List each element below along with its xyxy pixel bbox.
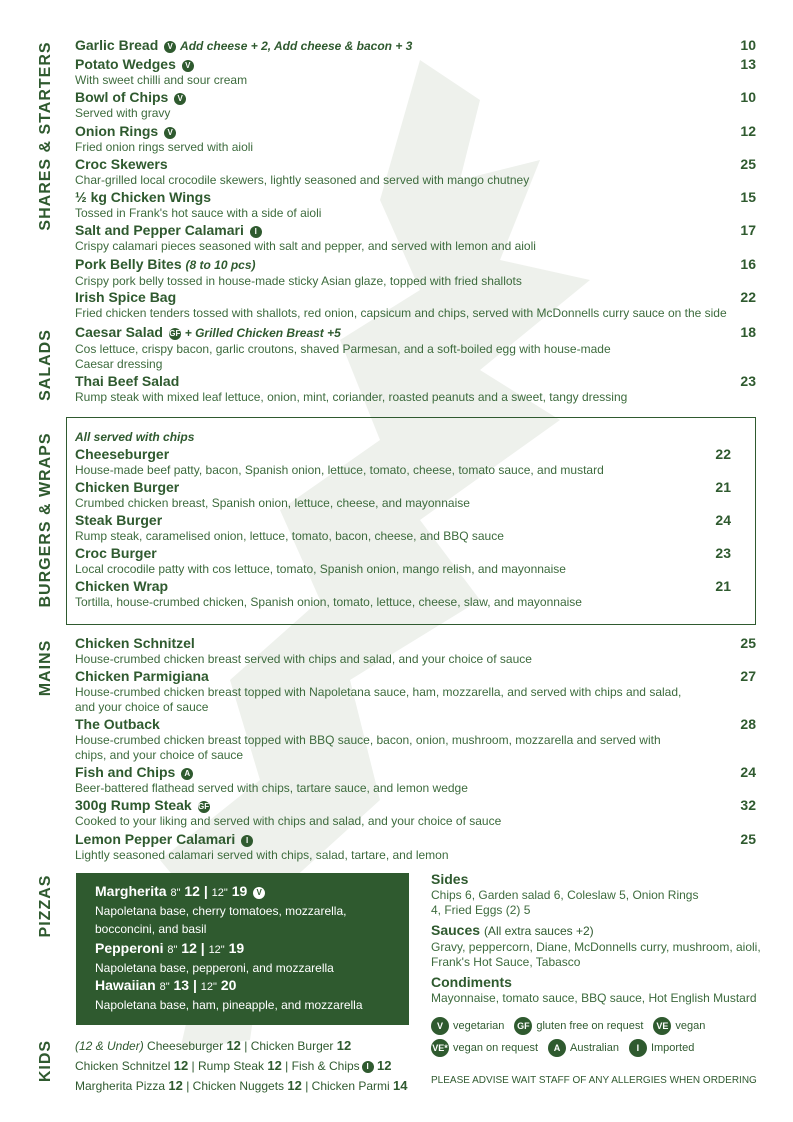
item-description: Cos lettuce, crispy bacon, garlic croutons, shaved Parmesan, and a soft-boiled egg with house-made Caesar dressing xyxy=(75,342,611,371)
item-description: Char-grilled local crocodile skewers, lightly seasoned and served with mango chutney xyxy=(75,173,530,187)
sides-text: Chips 6, Garden salad 6, Coleslaw 5, Onion Rings 4, Fried Eggs (2) 5 xyxy=(431,888,699,917)
item-description: Rump steak with mixed leaf lettuce, onion, mint, coriander, roasted peanuts and a sweet, tangy dressing xyxy=(75,390,628,404)
item-description: Cooked to your liking and served with chips and salad, and your choice of sauce xyxy=(75,814,502,828)
shares-item xyxy=(75,123,756,155)
pizza-price-small: 13 xyxy=(173,977,190,993)
item-name: Garlic Bread xyxy=(75,37,159,53)
pizza-price-large: 19 xyxy=(228,940,245,956)
pizza-description: Napoletana base, cherry tomatoes, mozzarella, bocconcini, and basil xyxy=(95,904,347,936)
item-price: 12 xyxy=(740,123,756,139)
item-price: 16 xyxy=(740,256,756,272)
pizza-price-small: 12 xyxy=(181,940,197,956)
mains-item-title xyxy=(75,635,756,652)
mains-item-title xyxy=(75,797,756,814)
kids-menu xyxy=(75,1036,425,1096)
kids-item-name: Chicken Burger xyxy=(250,1039,334,1053)
shares-item xyxy=(75,289,756,321)
shares-item xyxy=(75,37,756,55)
shares-item xyxy=(75,222,756,254)
mains-item xyxy=(75,716,756,763)
shares-item-title xyxy=(75,156,756,173)
salads-item xyxy=(75,324,756,372)
pizza-item xyxy=(95,940,399,977)
pizza-price-small: 12 xyxy=(184,883,200,899)
sauces-subtitle: (All extra sauces +2) xyxy=(483,924,594,938)
item-name: ½ kg Chicken Wings xyxy=(75,189,212,205)
item-price: 21 xyxy=(715,578,731,594)
item-price: 24 xyxy=(715,512,731,528)
pizza-size-large: 12" xyxy=(211,887,228,899)
item-name: Chicken Schnitzel xyxy=(75,635,195,651)
shares-item xyxy=(75,189,756,221)
sides-title: Sides xyxy=(431,871,469,887)
item-price: 25 xyxy=(740,156,756,172)
pizza-size-small: 8" xyxy=(170,887,181,899)
burgers-item xyxy=(75,512,731,544)
item-price: 22 xyxy=(715,446,731,462)
pizza-size-large: 12" xyxy=(200,981,217,993)
shares-item xyxy=(75,156,756,188)
item-name: Potato Wedges xyxy=(75,56,176,72)
item-name: Steak Burger xyxy=(75,512,163,528)
pizza-item xyxy=(95,977,399,1014)
sauces-title: Sauces xyxy=(431,922,481,938)
condiments-block xyxy=(431,974,761,1006)
burgers-note-row xyxy=(75,430,731,444)
burgers-item-title xyxy=(75,446,731,463)
item-description: House-crumbed chicken breast topped with BBQ sauce, bacon, onion, mushroom, mozzarella and served with chips, and your choice of sauce xyxy=(75,733,661,762)
shares-item xyxy=(75,256,756,289)
item-name: Bowl of Chips xyxy=(75,89,169,105)
burgers-box xyxy=(66,417,756,625)
item-price: 21 xyxy=(715,479,731,495)
burgers-item xyxy=(75,479,731,511)
pizza-description: Napoletana base, ham, pineapple, and mozzarella xyxy=(95,998,363,1012)
item-description: Lightly seasoned calamari served with chips, salad, tartare, and lemon xyxy=(75,848,449,862)
item-price: 32 xyxy=(740,797,756,813)
item-price: 25 xyxy=(740,831,756,847)
section-label-salads: SALADS xyxy=(37,329,54,401)
item-name: Thai Beef Salad xyxy=(75,373,180,389)
kids-age-note: (12 & Under) xyxy=(75,1039,144,1053)
item-description: Crispy pork belly tossed in house-made sticky Asian glaze, topped with fried shallots xyxy=(75,274,522,288)
mains-item-title xyxy=(75,764,756,781)
burgers-item xyxy=(75,545,731,577)
mains-item xyxy=(75,831,756,863)
kids-item-price: 12 xyxy=(287,1078,302,1093)
pizza-item xyxy=(95,883,399,938)
diet-badge-icon: I xyxy=(250,226,262,238)
legend-badge-icon: GF xyxy=(514,1017,532,1035)
kids-item-name: Chicken Parmi xyxy=(311,1079,390,1093)
pizza-name: Pepperoni xyxy=(95,940,164,956)
condiments-title: Condiments xyxy=(431,974,512,990)
kids-item-name: Fish & Chips xyxy=(291,1059,360,1073)
diet-badge-icon: V xyxy=(182,60,194,72)
item-price: 23 xyxy=(740,373,756,389)
legend-badge-icon: A xyxy=(548,1039,566,1057)
diet-badge-icon: A xyxy=(181,768,193,780)
shares-item-title xyxy=(75,289,756,306)
legend-label: vegetarian xyxy=(453,1020,505,1032)
kids-item-name: Cheeseburger xyxy=(147,1039,224,1053)
item-name: The Outback xyxy=(75,716,160,732)
kids-row: (12 & Under) Cheeseburger 12 | Chicken Burger 12 xyxy=(75,1038,352,1053)
item-price: 25 xyxy=(740,635,756,651)
kids-item-name: Chicken Schnitzel xyxy=(75,1059,171,1073)
item-name: Salt and Pepper Calamari xyxy=(75,222,244,238)
item-price: 22 xyxy=(740,289,756,305)
pizza-title: Margherita 8" 12 | 12" 19 V xyxy=(95,883,399,902)
section-label-kids: KIDS xyxy=(37,1039,54,1083)
kids-item-name: Margherita Pizza xyxy=(75,1079,166,1093)
shares-item-title xyxy=(75,189,756,206)
item-price: 13 xyxy=(740,56,756,72)
legend-label: gluten free on request xyxy=(536,1020,644,1032)
item-description: Tortilla, house-crumbed chicken, Spanish onion, tomato, lettuce, cheese, slaw, and mayonnaise xyxy=(75,595,582,609)
kids-row: Margherita Pizza 12 | Chicken Nuggets 12 | Chicken Parmi 14 xyxy=(75,1078,408,1093)
burgers-item-title xyxy=(75,512,731,529)
item-price: 15 xyxy=(740,189,756,205)
item-name: Chicken Burger xyxy=(75,479,180,495)
legend-badge-icon: VE* xyxy=(431,1039,449,1057)
item-description: Local crocodile patty with cos lettuce, tomato, Spanish onion, mango relish, and mayonnaise xyxy=(75,562,566,576)
diet-badge-icon: V xyxy=(253,887,265,899)
item-name: 300g Rump Steak xyxy=(75,797,192,813)
item-description: Rump steak, caramelised onion, lettuce, tomato, bacon, cheese, and BBQ sauce xyxy=(75,529,504,543)
diet-badge-icon: GF xyxy=(169,329,181,338)
mains-item-title xyxy=(75,831,756,848)
item-description: House-crumbed chicken breast served with chips and salad, and your choice of sauce xyxy=(75,652,532,666)
pizza-price-large: 20 xyxy=(220,977,237,993)
mains-item-title xyxy=(75,668,756,685)
kids-item-price: 12 xyxy=(173,1058,189,1073)
item-note: Add cheese + 2, Add cheese & bacon + 3 xyxy=(180,39,413,53)
pizza-name: Hawaiian xyxy=(95,977,156,993)
legend-label: Australian xyxy=(570,1042,619,1054)
salads-item-title xyxy=(75,324,756,342)
legend-badge-icon: I xyxy=(629,1039,647,1057)
kids-item-price: 12 xyxy=(226,1038,241,1053)
item-name: Lemon Pepper Calamari xyxy=(75,831,236,847)
legend-badge-icon: VE xyxy=(653,1017,671,1035)
pizza-size-large: 12" xyxy=(208,944,225,956)
kids-item-price: 12 xyxy=(336,1038,352,1053)
salads-item-title xyxy=(75,373,756,390)
pizza-price-large: 19 xyxy=(231,883,248,899)
mains-item xyxy=(75,635,756,667)
item-description: Beer-battered flathead served with chips, tartare sauce, and lemon wedge xyxy=(75,781,468,795)
kids-item-price: 12 xyxy=(168,1078,183,1093)
item-description: Fried chicken tenders tossed with shallots, red onion, capsicum and chips, served with McDonnells curry sauce on the side xyxy=(75,306,727,320)
shares-item-title xyxy=(75,123,756,140)
shares-item-title xyxy=(75,222,756,239)
pizza-title: Pepperoni 8" 12 | 12" 19 xyxy=(95,940,245,956)
mains-item xyxy=(75,797,756,829)
legend-badge-icon: V xyxy=(431,1017,449,1035)
allergy-notice: PLEASE ADVISE WAIT STAFF OF ANY ALLERGIES WHEN ORDERING xyxy=(431,1075,757,1086)
item-price: 23 xyxy=(715,545,731,561)
burgers-item-title xyxy=(75,479,731,496)
pizza-name: Margherita xyxy=(95,883,167,899)
pizza-size-small: 8" xyxy=(167,944,178,956)
item-price: 10 xyxy=(740,89,756,105)
salads-item xyxy=(75,373,756,405)
item-price: 17 xyxy=(740,222,756,238)
burgers-item xyxy=(75,578,731,610)
section-label-shares: SHARES & STARTERS xyxy=(37,41,54,231)
item-name: Fish and Chips xyxy=(75,764,176,780)
kids-item-price: 12 xyxy=(377,1058,392,1073)
shares-item xyxy=(75,89,756,121)
kids-item-name: Chicken Nuggets xyxy=(192,1079,285,1093)
kids-item-price: 14 xyxy=(393,1078,408,1093)
diet-badge-icon: V xyxy=(164,127,176,139)
condiments-text: Mayonnaise, tomato sauce, BBQ sauce, Hot English Mustard xyxy=(431,991,757,1005)
item-name: Croc Burger xyxy=(75,545,157,561)
legend-label: Imported xyxy=(650,1042,695,1054)
burgers-item-title xyxy=(75,545,731,562)
item-description: Served with gravy xyxy=(75,106,171,120)
kids-item-price: 12 xyxy=(267,1058,282,1073)
item-price: 24 xyxy=(740,764,756,780)
section-label-mains: MAINS xyxy=(37,639,54,697)
pizzas-box xyxy=(76,873,409,1025)
item-price: 18 xyxy=(740,324,756,340)
legend-label: vegan on request xyxy=(453,1042,539,1054)
burgers-note: All served with chips xyxy=(75,430,195,444)
diet-badge-icon: V xyxy=(164,41,176,53)
item-name: Irish Spice Bag xyxy=(75,289,177,305)
diet-badge-icon: I xyxy=(362,1061,374,1073)
item-description: Tossed in Frank's hot sauce with a side of aioli xyxy=(75,206,322,220)
item-name: Pork Belly Bites xyxy=(75,256,182,272)
item-name: Onion Rings xyxy=(75,123,159,139)
item-name: Chicken Wrap xyxy=(75,578,169,594)
diet-badge-icon: V xyxy=(174,93,186,105)
item-name: Chicken Parmigiana xyxy=(75,668,209,684)
item-description: Fried onion rings served with aioli xyxy=(75,140,254,154)
section-label-pizzas: PIZZAS xyxy=(37,874,54,938)
shares-item-title xyxy=(75,256,756,274)
diet-badge-icon: I xyxy=(241,835,253,847)
item-name: Cheeseburger xyxy=(75,446,170,462)
shares-item xyxy=(75,56,756,88)
item-description: House-made beef patty, bacon, Spanish onion, lettuce, tomato, cheese, tomato sauce, and mustard xyxy=(75,463,604,477)
item-description: Crispy calamari pieces seasoned with salt and pepper, and served with lemon and aioli xyxy=(75,239,536,253)
kids-item-name: Rump Steak xyxy=(198,1059,265,1073)
legend-row-1 xyxy=(431,1017,711,1035)
item-name: Croc Skewers xyxy=(75,156,168,172)
mains-item-title xyxy=(75,716,756,733)
sides-block xyxy=(431,871,761,918)
burgers-item xyxy=(75,446,731,478)
pizza-description: Napoletana base, pepperoni, and mozzarella xyxy=(95,961,334,975)
item-description: Crumbed chicken breast, Spanish onion, lettuce, cheese, and mayonnaise xyxy=(75,496,470,510)
item-description: With sweet chilli and sour cream xyxy=(75,73,248,87)
pizza-title: Hawaiian 8" 13 | 12" 20 xyxy=(95,977,237,993)
mains-item xyxy=(75,764,756,796)
section-label-burgers: BURGERS & WRAPS xyxy=(37,432,54,608)
legend-label: vegan xyxy=(675,1020,706,1032)
mains-item xyxy=(75,668,756,715)
diet-badge-icon: GF xyxy=(198,802,210,811)
sauces-text: Gravy, peppercorn, Diane, McDonnells curry, mushroom, aioli, Frank's Hot Sauce, Tabasco xyxy=(431,940,761,969)
pizza-size-small: 8" xyxy=(159,981,170,993)
sauces-block xyxy=(431,922,761,970)
shares-item-title xyxy=(75,37,756,55)
item-note: (8 to 10 pcs) xyxy=(185,258,256,272)
item-price: 28 xyxy=(740,716,756,732)
item-name: Caesar Salad xyxy=(75,324,163,340)
shares-item-title xyxy=(75,89,756,106)
item-note: + Grilled Chicken Breast +5 xyxy=(184,326,341,340)
kids-row: Chicken Schnitzel 12 | Rump Steak 12 | Fish & Chips I 12 xyxy=(75,1058,392,1073)
burgers-item-title xyxy=(75,578,731,595)
item-description: House-crumbed chicken breast topped with Napoletana sauce, ham, mozzarella, and served with chips and salad, and your choice of sauce xyxy=(75,685,682,714)
item-price: 10 xyxy=(740,37,756,53)
shares-item-title xyxy=(75,56,756,73)
item-price: 27 xyxy=(740,668,756,684)
legend-row-2 xyxy=(431,1039,700,1057)
